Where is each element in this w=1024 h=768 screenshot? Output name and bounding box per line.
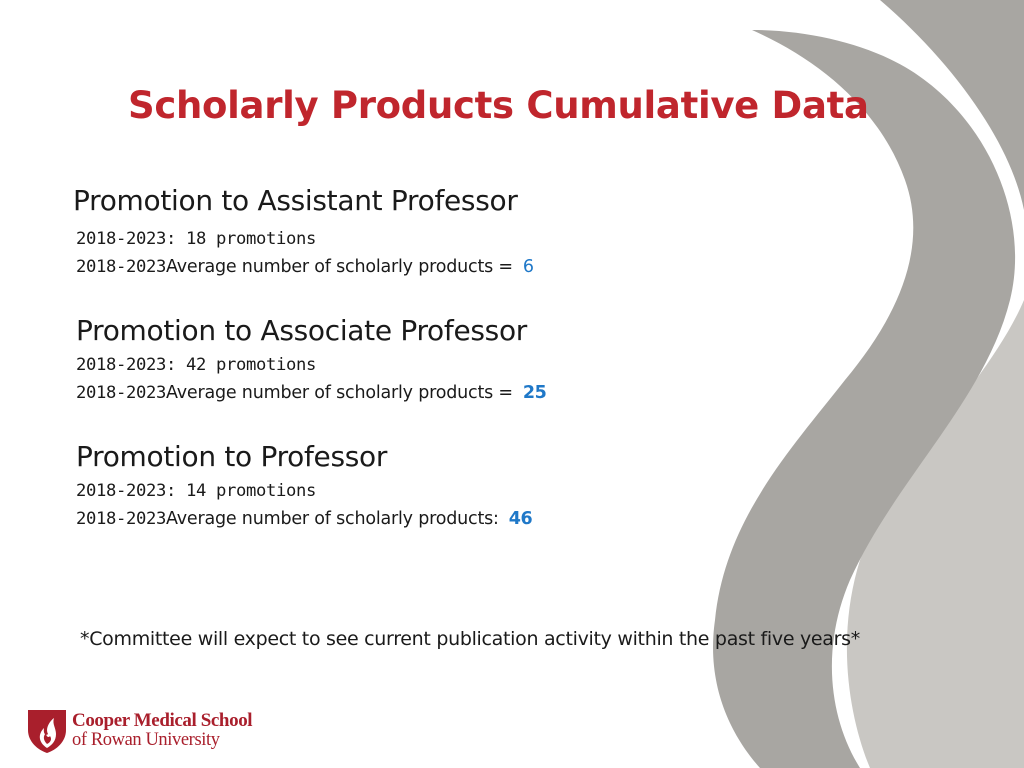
average-value-professor: 46 [508, 509, 533, 529]
footnote: *Committee will expect to see current publication activity within the past five years* [80, 628, 860, 650]
average-text: Average number of scholarly products = [165, 257, 513, 277]
promotions-line-associate: 2018-2023: 42 promotions [76, 355, 316, 375]
page-title: Scholarly Products Cumulative Data [128, 84, 869, 127]
average-prefix: 2018-2023 [76, 383, 166, 403]
average-prefix: 2018-2023 [76, 257, 166, 277]
logo-line-1: Cooper Medical School [72, 710, 253, 731]
average-text: Average number of scholarly products: [165, 509, 499, 529]
average-line-assistant [76, 257, 534, 277]
average-prefix: 2018-2023 [76, 509, 166, 529]
flame-shield-icon [26, 708, 68, 754]
average-value-associate: 25 [522, 383, 547, 403]
logo-line-2: of Rowan University [72, 730, 220, 750]
section-heading-associate: Promotion to Associate Professor [76, 314, 527, 347]
average-line-associate [76, 383, 547, 403]
section-heading-professor: Promotion to Professor [76, 440, 388, 473]
average-line-professor [76, 509, 532, 529]
section-heading-assistant: Promotion to Assistant Professor [73, 184, 518, 217]
promotions-line-assistant: 2018-2023: 18 promotions [76, 229, 316, 249]
average-text: Average number of scholarly products = [165, 383, 513, 403]
promotions-line-professor: 2018-2023: 14 promotions [76, 481, 316, 501]
average-value-assistant: 6 [522, 257, 534, 277]
school-logo [26, 708, 286, 754]
